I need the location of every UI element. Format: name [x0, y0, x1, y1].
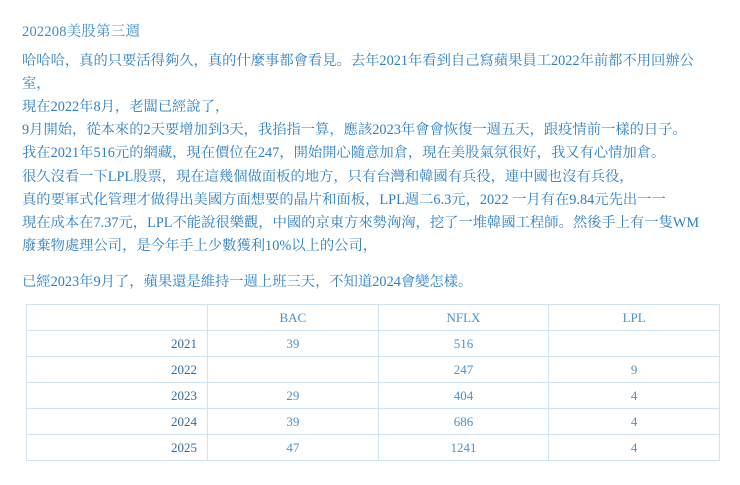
table-row [27, 409, 720, 435]
column-header-nflx: NFLX [378, 305, 549, 331]
cell-bac: 29 [208, 383, 379, 409]
cell-bac: 47 [208, 435, 379, 461]
cell-nflx: 516 [378, 331, 549, 357]
table-row [27, 435, 720, 461]
cell-year: 2021 [27, 331, 208, 357]
paragraph-spacer [22, 258, 722, 271]
column-header-bac: BAC [208, 305, 379, 331]
paragraph-3: 9月開始，從本來的2天要增加到3天，我掐指一算，應該2023年會會恢復一週五天，跟疫情前一樣的日子。 [22, 122, 687, 139]
column-header-year [27, 305, 208, 331]
cell-lpl: 9 [549, 357, 720, 383]
paragraph-8: 廢棄物處理公司，是今年手上少數獲利10%以上的公司， [22, 238, 378, 254]
table-row [27, 331, 720, 357]
table-row [27, 383, 720, 409]
cell-year: 2023 [27, 383, 208, 409]
cell-lpl [549, 331, 720, 357]
table-header-row [27, 305, 720, 331]
cell-nflx: 404 [378, 383, 549, 409]
paragraph-2: 現在2022年8月，老闆已經說了， [22, 99, 230, 116]
cell-lpl: 4 [549, 409, 720, 435]
paragraph-1: 哈哈哈，真的只要活得夠久，真的什麼事都會看見。去年2021年看到自己寫蘋果員工2022年前都不用回辦公室， [22, 52, 694, 92]
paragraph-5: 很久沒看一下LPL股票，現在這幾個做面板的地方，只有台灣和韓國有兵役，連中國也沒有兵役， [22, 168, 634, 185]
paragraph-7: 現在成本在7.37元，LPL不能說很樂觀，中國的京東方來勢洶洶，挖了一堆韓國工程師。然後手上有一隻WM [22, 214, 700, 231]
page-title: 202208美股第三週 [22, 24, 141, 40]
stock-price-table [26, 304, 720, 461]
cell-lpl: 4 [549, 435, 720, 461]
cell-bac [208, 357, 379, 383]
document-body [22, 50, 722, 258]
cell-year: 2025 [27, 435, 208, 461]
cell-year: 2024 [27, 409, 208, 435]
cell-lpl: 4 [549, 383, 720, 409]
column-header-lpl: LPL [549, 305, 720, 331]
cell-bac: 39 [208, 409, 379, 435]
cell-nflx: 247 [378, 357, 549, 383]
table-header [27, 305, 720, 331]
cell-nflx: 686 [378, 409, 549, 435]
table-body [27, 331, 720, 461]
cell-year: 2022 [27, 357, 208, 383]
table-row [27, 357, 720, 383]
cell-nflx: 1241 [378, 435, 549, 461]
paragraph-4: 我在2021年516元的網藏，現在價位在247，開始開心隨意加倉，現在美股氣氛很好，我又有心情加倉。 [22, 145, 666, 162]
paragraph-6: 真的要軍式化管理才做得出美國方面想要的晶片和面板，LPL週二6.3元，2022 一月有在9.84元先出一一 [22, 191, 666, 208]
closing-paragraph: 已經2023年9月了，蘋果還是維持一週上班三天，不知道2024會變怎樣。 [22, 274, 473, 291]
cell-bac: 39 [208, 331, 379, 357]
